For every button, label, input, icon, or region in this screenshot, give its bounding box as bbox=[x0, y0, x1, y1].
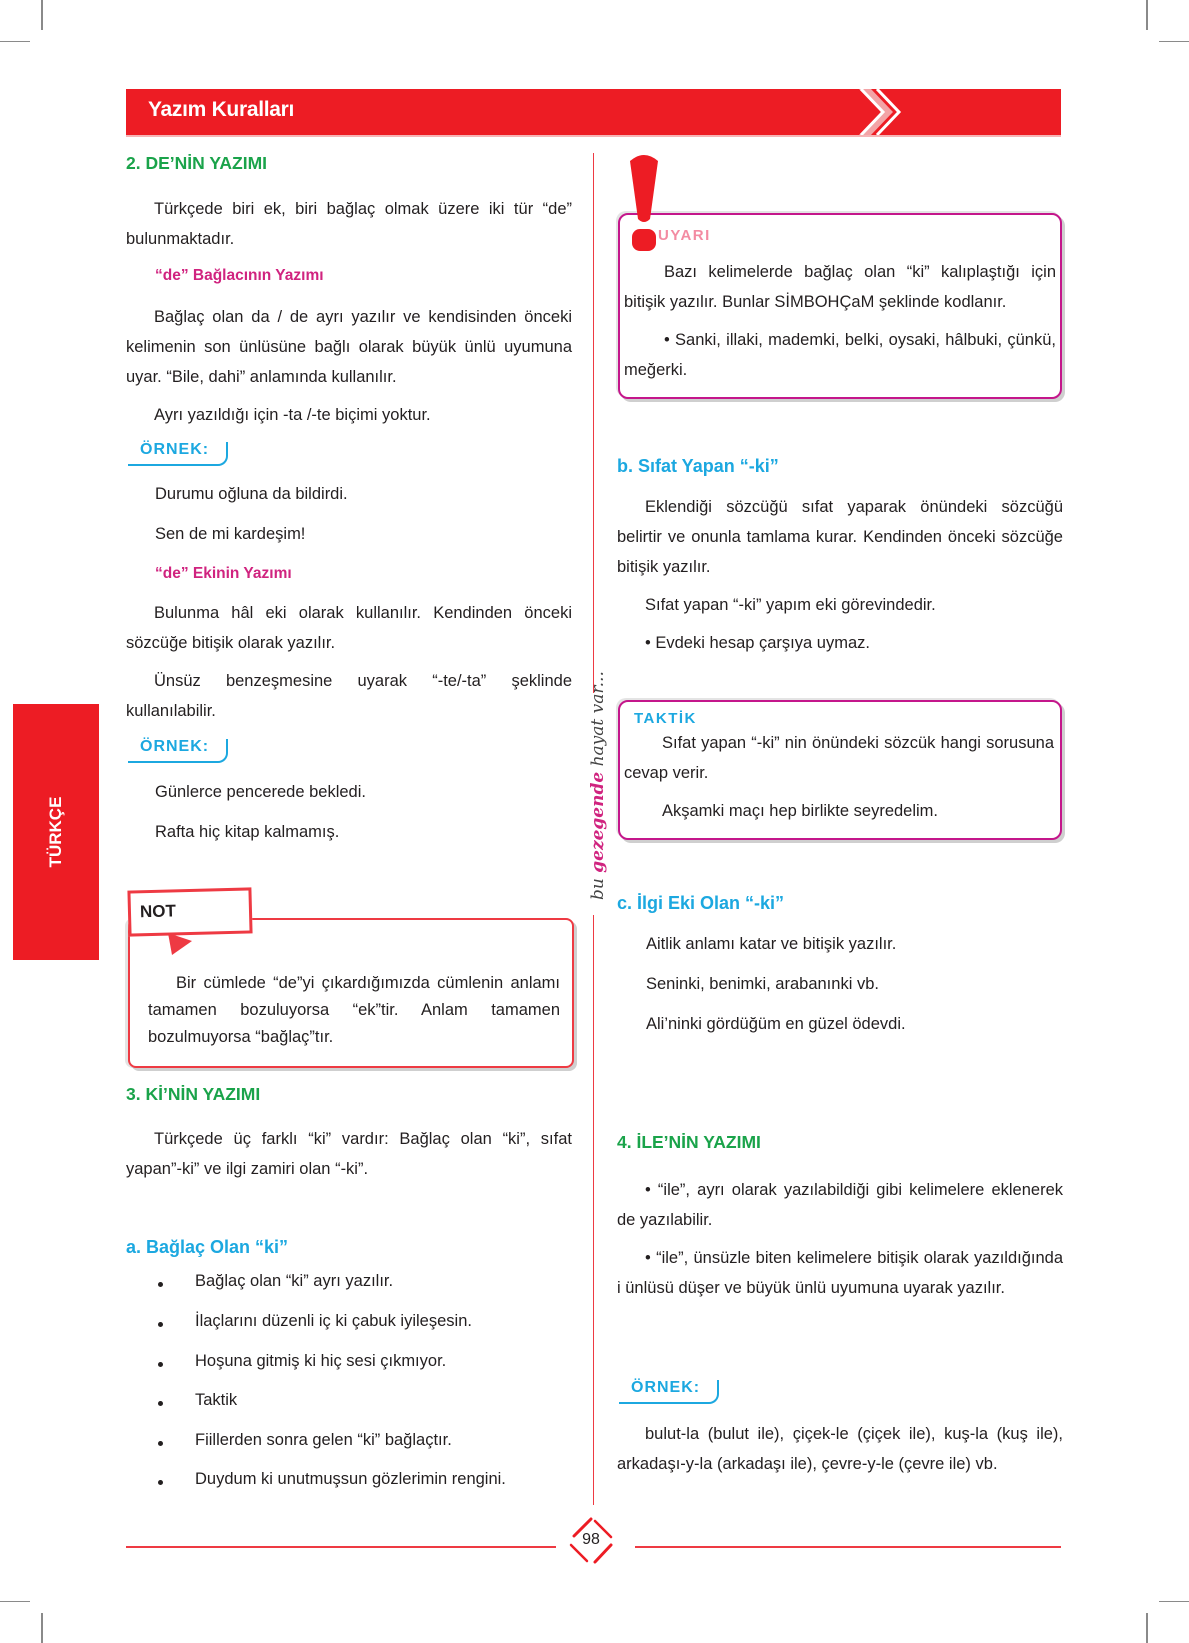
ilgi-ki-lines: Aitlik anlamı katar ve bitişik yazılır. Seninki, benimki, arabanınki vb. Ali’ninki gördüğüm en güzel ödevdi. bbox=[646, 935, 906, 1033]
footer-rule-left bbox=[126, 1546, 556, 1548]
section-de-intro: Türkçede biri ek, biri bağlaç olmak üzere iki tür “de” bulunmaktadır. bbox=[126, 200, 572, 248]
tactic-box: TAKTİK Sıfat yapan “-ki” nin önündeki sözcük hangi sorusuna cevap verir. Akşamki maçı hep birlikte seyredelim. bbox=[618, 700, 1062, 840]
sifat-ki-paragraphs: Eklendiği sözcüğü sıfat yaparak önündeki sözcüğü belirtir ve onunla tamlama kurar. Kendinden önceki sözcüğe bitişik yazılır. Sıfat yapan “-ki” yapım eki görevindedir. • Evdeki hesap çarşıya uymaz. bbox=[617, 498, 1063, 652]
section-ile-paragraphs: • “ile”, ayrı olarak yazılabildiği gibi kelimelere eklenerek de yazılabilir. • “ile”, ünsüzle biten kelimelere bitişik olarak yazıldığında i ünlüsü düşer ve büyük ünlü uyumuna uyarak yazılır. bbox=[617, 1181, 1063, 1297]
subtitle-de-baglac: “de” Bağlacının Yazımı bbox=[155, 267, 324, 284]
subtitle-de-ek: “de” Ekinin Yazımı bbox=[155, 565, 292, 582]
chevron-decoration-icon bbox=[859, 89, 929, 135]
crop-mark bbox=[41, 1613, 43, 1643]
example-list-1: Durumu oğluna da bildirdi. Sen de mi kardeşim! bbox=[155, 485, 348, 543]
ek-paragraphs: Bulunma hâl eki olarak kullanılır. Kendinden önceki sözcüğe bitişik olarak yazılır. Ünsüz benzeşmesine uyarak “-te/-ta” şeklinde kullanılabilir. bbox=[126, 604, 572, 720]
side-tab-label: TÜRKÇE bbox=[46, 796, 65, 868]
warning-label: UYARI bbox=[658, 227, 711, 244]
header-bar bbox=[126, 89, 1061, 137]
crop-mark bbox=[41, 0, 43, 30]
example-label: ÖRNEK: bbox=[619, 1380, 719, 1404]
section-ki-intro: Türkçede üç farklı “ki” vardır: Bağlaç olan “ki”, sıfat yapan”-ki” ve ilgi zamiri olan “-ki”. bbox=[126, 1130, 572, 1178]
example-list-2: Günlerce pencerede bekledi. Rafta hiç kitap kalmamış. bbox=[155, 783, 366, 841]
section-title-ile: 4. İLE’NİN YAZIMI bbox=[617, 1132, 761, 1152]
footer-rule-right bbox=[635, 1546, 1061, 1548]
note-label: NOT bbox=[139, 901, 177, 922]
vertical-slogan: bu gezegende hayat var... bbox=[588, 671, 608, 900]
column-divider bbox=[593, 915, 594, 1505]
section-title-de: 2. DE’NİN YAZIMI bbox=[126, 153, 268, 173]
note-flag-tail-icon bbox=[168, 933, 192, 955]
crop-mark bbox=[1159, 1601, 1189, 1602]
tactic-label: TAKTİK bbox=[634, 710, 697, 727]
crop-mark bbox=[0, 1601, 30, 1602]
subtitle-sifat-ki: b. Sıfat Yapan “-ki” bbox=[617, 456, 779, 476]
crop-mark bbox=[1159, 41, 1189, 42]
note-box bbox=[128, 918, 574, 1068]
example-label: ÖRNEK: bbox=[128, 739, 228, 763]
crop-mark bbox=[1146, 0, 1148, 30]
column-divider bbox=[593, 153, 594, 693]
subtitle-ilgi-ki: c. İlgi Eki Olan “-ki” bbox=[617, 893, 785, 913]
subtitle-baglac-ki: a. Bağlaç Olan “ki” bbox=[126, 1237, 289, 1257]
page-number-badge bbox=[571, 1521, 611, 1561]
warning-box: UYARI Bazı kelimelerde bağlaç olan “ki” kalıplaştığı için bitişik yazılır. Bunlar SİMBOHÇaM şeklinde kodlanır. • Sanki, illaki, mademki, belki, oysaki, hâlbuki, çünkü, meğerki. bbox=[618, 213, 1062, 399]
baglac-paragraphs: Bağlaç olan da / de ayrı yazılır ve kendisinden önceki kelimenin son ünlüsüne bağlı olarak büyük ünlü uyumuna uyar. “Bile, dahi” anlamında kullanılır. Ayrı yazıldığı için -ta /-te biçimi yoktur. bbox=[126, 308, 572, 424]
section-title-ki: 3. Kİ’NİN YAZIMI bbox=[126, 1084, 261, 1104]
crop-mark bbox=[1146, 1613, 1148, 1643]
ile-example: bulut-la (bulut ile), çiçek-le (çiçek ile), kuş-la (kuş ile), arkadaşı-y-la (arkadaşı ile), çevre-y-le (çevre ile) vb. bbox=[617, 1425, 1063, 1473]
note-flag bbox=[127, 887, 252, 936]
page-title: Yazım Kuralları bbox=[148, 98, 295, 121]
note-text: Bir cümlede “de”yi çıkardığımızda cümlenin anlamı tamamen bozuluyorsa “ek”tir. Anlam tamamen bozulmuyorsa “bağlaç”tır. bbox=[148, 974, 560, 1046]
crop-mark bbox=[0, 41, 30, 42]
side-tab-subject bbox=[13, 704, 99, 960]
page-number: 98 bbox=[582, 1531, 600, 1548]
example-label: ÖRNEK: bbox=[128, 442, 228, 466]
exclamation-icon bbox=[624, 153, 664, 255]
